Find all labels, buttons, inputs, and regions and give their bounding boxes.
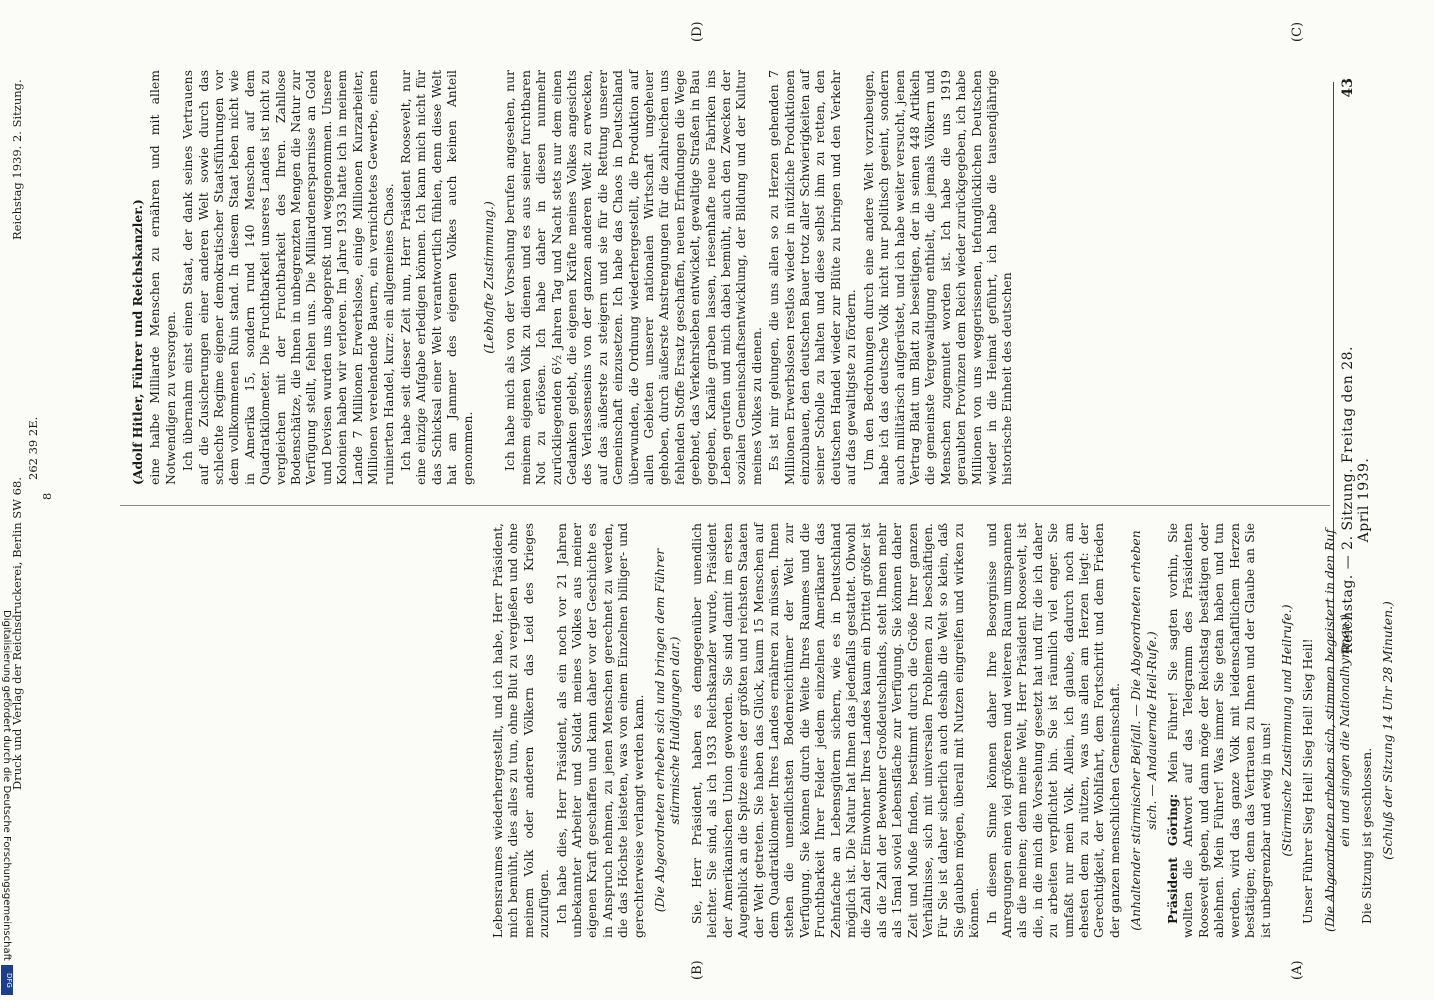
paragraph: Ich übernahm einst einen Staat, der dank seines Vertrauens auf die Zusicherungen einer anderen Welt sowie durch das schlechte Regime eigener demokratischer Staatsführungen vor dem vollkommenen Ruin stand. In diesem Staat leben nicht wie in Amerika 15, sondern rund 140 Menschen auf dem Quadratkilometer. Die Fruchtbarkeit unseres Landes ist nicht zu vergleichen mit der Fruchtbarkeit des Ihren. Zahllose Bodenschätze, die Ihnen in unbegrenzten Mengen die Natur zur Verfügung stellt, fehlen uns. Die Milliardenersparnisse an Gold und Devisen wurden uns abgepreßt und weggenommen. Unsere Kolonien haben wir verloren. Im Jahre 1933 hatte ich in meinem Lande 7 Millionen Erwerbslose, einige Millionen Kurzarbeiter, Millionen verelendende Bauern, ein vernichtetes Gewerbe, einen ruinierten Handel, kurz: ein allgemeines Chaos. [180,70,396,485]
digitization-note: Digitalisierung gefördert durch die Deutsche Forschungsgemeinschaft [1,610,12,961]
paragraph: eine halbe Milliarde Menschen zu ernähren und mit allem Notwendigen zu versorgen. [147,70,178,485]
paragraph: Unser Führer Sieg Heil! Sieg Heil! Sieg Heil! [1300,638,1316,924]
margin-marker-c: (C) [1290,21,1305,42]
paragraph: Ich habe mich als von der Vorsehung berufen angesehen, nur meinem eigenen Volk zu dienen und es aus seiner furchtbaren Not zu erlösen. Ich habe daher in diesen nunmehr zurückliegenden 6½ Jahren Tag und Nacht stets nur dem einen Gedanken gelebt, die eigenen Kräfte meines Volkes angesichts des Verlassenseins von der ganzen anderen Welt zu erwecken, auf das äußerste zu steigern und sie für die Rettung unserer Gemeinschaft einzusetzen. Ich habe das Chaos in Deutschland überwunden, die Ordnung wiederhergestellt, die Produktion auf allen Gebieten unserer nationalen Wirtschaft ungeheuer gehoben, durch äußerste Anstrengungen für die zahlreichen uns fehlenden Stoffe Ersatz geschaffen, neuen Erfindungen die Wege geebnet, das Verkehrsleben entwickelt, gewaltige Straßen in Bau gegeben, Kanäle graben lassen, riesenhafte neue Fabriken ins Leben gerufen und mich dabei bemüht, auch den Zwecken der sozialen Gemeinschaftsentwicklung, der Bildung und der Kultur meines Volkes zu dienen. [502,70,764,485]
text-column-right [490,523,1395,938]
speaker-goering: Präsident Göring: [1165,793,1181,924]
column-divider [120,505,1330,506]
stage-direction: (Lebhafte Zustimmung.) [480,201,496,354]
speaker-hitler: (Adolf Hitler, Führer und Reichskanzler.) [130,199,145,485]
page-number: 8 [40,492,54,500]
paragraph: Ich habe dies, Herr Präsident, als ein noch vor 21 Jahren unbekannter Arbeiter und Soldat meines Volkes aus meiner eigenen Kraft geschaffen und kann daher vor der Geschichte es in Anspruch nehmen, zu jenen Menschen gerechnet zu werden, die das Höchste leisteten, was von einem Einzelnen billiger- und gerechterweise verlangt werden kann. [553,523,646,938]
stage-direction: (Anhaltender stürmischer Beifall. — Die Abgeordneten erheben sich. — Andauernde Heil-Rufe.) [1128,530,1159,931]
margin-marker-a: (A) [1290,960,1305,980]
dfg-logo: DFG [1,965,13,995]
page-header-title: Reichstag. — 2. Sitzung. Freitag den 28. April 1939. [1340,346,1372,654]
text-column-left [130,70,1325,485]
paragraph: In diesem Sinne können daher Ihre Besorgnisse und Anregungen einen viel größeren und weiteren Raum umspannen als die meinen; denn meine Welt, Herr Präsident Roosevelt, ist die, in die mich die Vorsehung gesetzt hat und für die ich daher zu arbeiten verpflichtet bin. Sie ist räumlich viel enger. Sie umfaßt nur mein Volk. Allein, ich glaube, dadurch noch am ehesten dem zu nützen, was uns allen am Herzen liegt: der Gerechtigkeit, der Wohlfahrt, dem Fortschritt und dem Frieden der ganzen menschlichen Gemeinschaft. [983,523,1122,938]
footer-session-note: Reichstag 1939. 2. Sitzung. [10,79,24,240]
margin-marker-d: (D) [690,21,705,42]
margin-marker-b: (B) [690,960,705,980]
stage-direction: (Schluß der Sitzung 14 Uhr 28 Minuten.) [1379,601,1395,860]
page-header-number: 43 [1340,78,1356,98]
digitization-sidebar [0,0,14,1000]
paragraph: Ich habe seit dieser Zeit nun, Herr Präsident Roosevelt, nur eine einzige Aufgabe erledigen können. Ich kann mich nicht für das Schicksal einer Welt verantwortlich fühlen, denn diese Welt hat am Jammer des eigenen Volkes auch keinen Anteil genommen. [397,70,475,485]
stage-direction: (Stürmische Zustimmung und Heilrufe.) [1278,604,1294,857]
paragraph: Es ist mir gelungen, die uns allen so zu Herzen gehenden 7 Millionen Erwerbslosen restlos wieder in nützliche Produktionen einzubauen, den deutschen Bauer trotz aller Schwierigkeiten auf seiner Scholle zu halten und diese selbst ihm zu retten, den deutschen Handel wieder zur Blüte zu bringen und den Verkehr auf das gewaltigste zu fördern. [766,70,859,485]
paragraph: Die Sitzung ist geschlossen. [1358,747,1374,924]
paragraph: Um den Bedrohungen durch eine andere Welt vorzubeugen, habe ich das deutsche Volk nicht nur politisch geeint, sondern auch militärisch aufgerüstet, und ich habe weiter versucht, jenen Vertrag Blatt um Blatt zu beseitigen, der in seinen 448 Artikeln die gemeinste Vergewaltigung enthielt, die jemals Völkern und Menschen zugemutet worden ist. Ich habe die uns 1919 geraubten Provinzen dem Reich wieder zurückgegeben, ich habe Millionen von uns weggerissenen, tiefunglücklichen Deutschen wieder in die Heimat geführt, ich habe die tausendjährige historische Einheit des deutschen [860,70,1015,485]
paragraph: Sie, Herr Präsident, haben es demgegenüber unendlich leichter. Sie sind, als ich 1933 Reichskanzler wurde, Präsident der Amerikanischen Union geworden. Sie sind damit im ersten Augenblick an die Spitze eines der größten und reichsten Staaten der Welt getreten. Sie haben das Glück, kaum 15 Menschen auf dem Quadratkilometer Ihres Landes ernähren zu müssen. Ihnen stehen die unendlichsten Bodenreichtümer der Welt zur Verfügung. Sie können durch die Weite Ihres Raumes und die Fruchtbarkeit Ihrer Felder jedem einzelnen Amerikaner das Zehnfache an Lebensgütern sichern, wie es in Deutschland möglich ist. Die Natur hat Ihnen das jedenfalls gestattet. Obwohl die Zahl der Einwohner Ihres Landes kaum ein Drittel größer ist als die Zahl der Bewohner Großdeutschlands, steht Ihnen mehr als 15mal soviel Lebensfläche zur Verfügung. Sie können daher Zeit und Muße finden, bestimmt durch die Größe Ihrer ganzen Verhältnisse, sich mit universalen Problemen zu beschäftigen. Für Sie ist daher sicherlich auch deshalb die Welt so klein, daß Sie glauben mögen, überall mit Nutzen eingreifen und wirken zu können. [688,523,982,938]
stage-direction: (Die Abgeordneten erheben sich und bringen dem Führer stürmische Huldigungen dar.) [652,548,683,913]
paragraph: Mein Führer! Sie sagten vorhin, Sie wollten die Antwort auf das Telegramm des Präsidenten Roosevelt geben, und dann möge der Reichstag bestätigen oder ablehnen. Mein Führer! Was immer Sie getan haben und tun werden, wird das ganze Volk mit leidenschaftlichem Herzen bestätigen; denn das Vertrauen zu Ihnen und der Glaube an Sie ist unbegrenzbar und ewig in uns! [1165,523,1273,938]
paragraph: Lebensraumes wiederhergestellt, und ich habe, Herr Präsident, mich bemüht, dies alles zu tun, ohne Blut zu vergießen und ohne meinem Volk oder anderen Völkern das Leid des Krieges zuzufügen. [490,523,552,938]
stage-direction: (Die Abgeordneten erheben sich, stimmen begeistert in den Ruf ein und singen die Nationalhymnen.) [1321,529,1353,932]
printer-code: 262 39 2E. [26,416,40,480]
printer-line: Druck und Verlag der Reichsdruckerei, Berlin SW 68. [10,477,24,790]
